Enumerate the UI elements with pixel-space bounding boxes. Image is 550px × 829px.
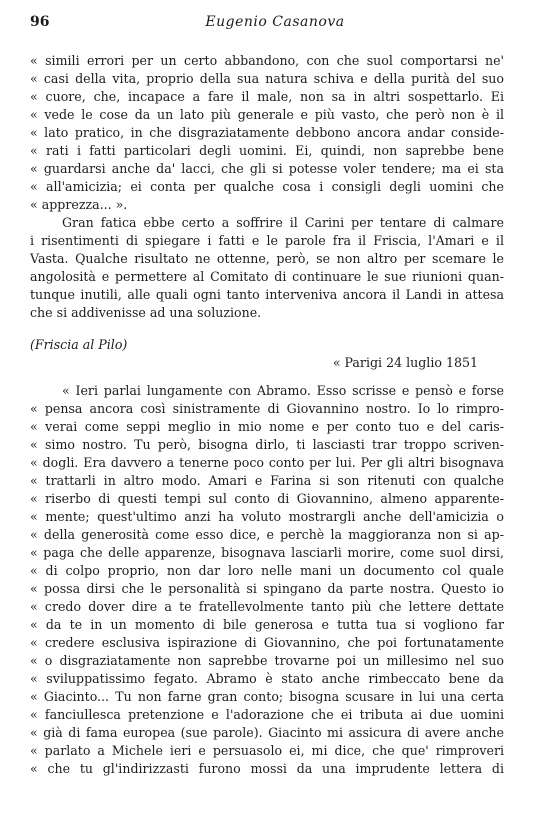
page-number: 96	[30, 14, 50, 30]
text-line: « mente; quest'ultimo anzi ha voluto mostrargli anche dell'amicizia o	[30, 509, 504, 524]
text-line: « Giacinto... Tu non farne gran conto; bisogna scusare in lui una certa	[30, 689, 504, 704]
text-line: « da te in un momento di bile generosa e tutta tua si vogliono far	[30, 617, 504, 632]
text-line: « riserbo di questi tempi sul conto di Giovannino, almeno apparente-	[30, 491, 504, 506]
text-line: tunque inutili, alle quali ogni tanto interveniva ancora il Landi in attesa	[30, 287, 504, 302]
quoted-block-1	[30, 52, 504, 214]
letter-dateline: « Parigi 24 luglio 1851	[332, 355, 478, 370]
text-line: « credo dover dire a te fratellevolmente tanto più che lettere dettate	[30, 599, 504, 614]
text-line: « già di fama europea (sue parole). Giacinto mi assicura di avere anche	[30, 725, 504, 740]
text-line: « paga che delle apparenze, bisognava lasciarli morire, come suol dirsi,	[30, 545, 504, 560]
text-line: « o disgraziatamente non saprebbe trovarne poi un millesimo nel suo	[30, 653, 504, 668]
text-line: « simili errori per un certo abbandono, con che suol comportarsi ne'	[30, 53, 504, 68]
text-line: « trattarli in altro modo. Amari e Farina si son ritenuti con qualche	[30, 473, 504, 488]
text-line: « apprezza... ».	[30, 197, 128, 212]
text-line: « rati i fatti particolari degli uomini. Ei, quindi, non saprebbe bene	[30, 143, 504, 158]
text-line: « pensa ancora così sinistramente di Giovannino nostro. Io lo rimpro-	[30, 401, 504, 416]
text-line: « sviluppatissimo fegato. Abramo è stato anche rimbeccato bene da	[30, 671, 504, 686]
text-line: « parlato a Michele ieri e persuasolo ei, mi dice, che que' rimproveri	[30, 743, 504, 758]
text-line: « di colpo proprio, non dar loro nelle mani un documento col quale	[30, 563, 504, 578]
text-line: « all'amicizia; ei conta per qualche cosa i consigli degli uomini che	[30, 179, 504, 194]
letter-caption: (Friscia al Pilo)	[30, 337, 128, 352]
page-body	[30, 52, 504, 778]
page-header	[30, 14, 520, 34]
letter-body	[30, 382, 504, 778]
text-line: « fanciullesca pretenzione e l'adorazione che ei tributa ai due uomini	[30, 707, 504, 722]
text-line: « possa dirsi che le personalità si spingano da parte nostra. Questo io	[30, 581, 504, 596]
text-line: « guardarsi anche da' lacci, che gli si potesse voler tendere; ma ei sta	[30, 161, 504, 176]
running-head: Eugenio Casanova	[205, 14, 345, 30]
text-line: angolosità e permettere al Comitato di continuare le sue riunioni quan-	[30, 269, 504, 284]
text-line: che si addivenisse ad una soluzione.	[30, 305, 262, 320]
text-line: i risentimenti di spiegare i fatti e le parole fra il Friscia, l'Amari e il	[30, 233, 504, 248]
text-line: « che tu gl'indirizzasti furono mossi da una imprudente lettera di	[30, 761, 504, 776]
spacer	[30, 372, 504, 382]
text-line: Vasta. Qualche risultato ne ottenne, però, se non altro per scemare le	[30, 251, 504, 266]
narrative-paragraph	[30, 214, 504, 322]
text-line: « Ieri parlai lungamente con Abramo. Esso scrisse e pensò e forse	[62, 383, 504, 398]
text-line: « simo nostro. Tu però, bisogna dirlo, ti lasciasti trar troppo scriven-	[30, 437, 504, 452]
text-line: Gran fatica ebbe certo a soffrire il Carini per tentare di calmare	[62, 215, 504, 230]
text-line: « casi della vita, proprio della sua natura schiva e della purità del suo	[30, 71, 504, 86]
text-line: « cuore, che, incapace a fare il male, non sa in altri sospettarlo. Ei	[30, 89, 504, 104]
text-line: « lato pratico, in che disgraziatamente debbono ancora andar conside-	[30, 125, 504, 140]
text-line: « credere esclusiva ispirazione di Giovannino, che poi fortunatamente	[30, 635, 504, 650]
text-line: « vede le cose da un lato più generale e più vasto, che però non è il	[30, 107, 504, 122]
text-line: « della generosità come esso dice, e perchè la maggioranza non si ap-	[30, 527, 504, 542]
text-line: « verai come seppi meglio in mio nome e per conto tuo e del caris-	[30, 419, 504, 434]
spacer	[30, 322, 504, 336]
text-line: « dogli. Era davvero a tenerne poco conto per lui. Per gli altri bisognava	[30, 455, 504, 470]
